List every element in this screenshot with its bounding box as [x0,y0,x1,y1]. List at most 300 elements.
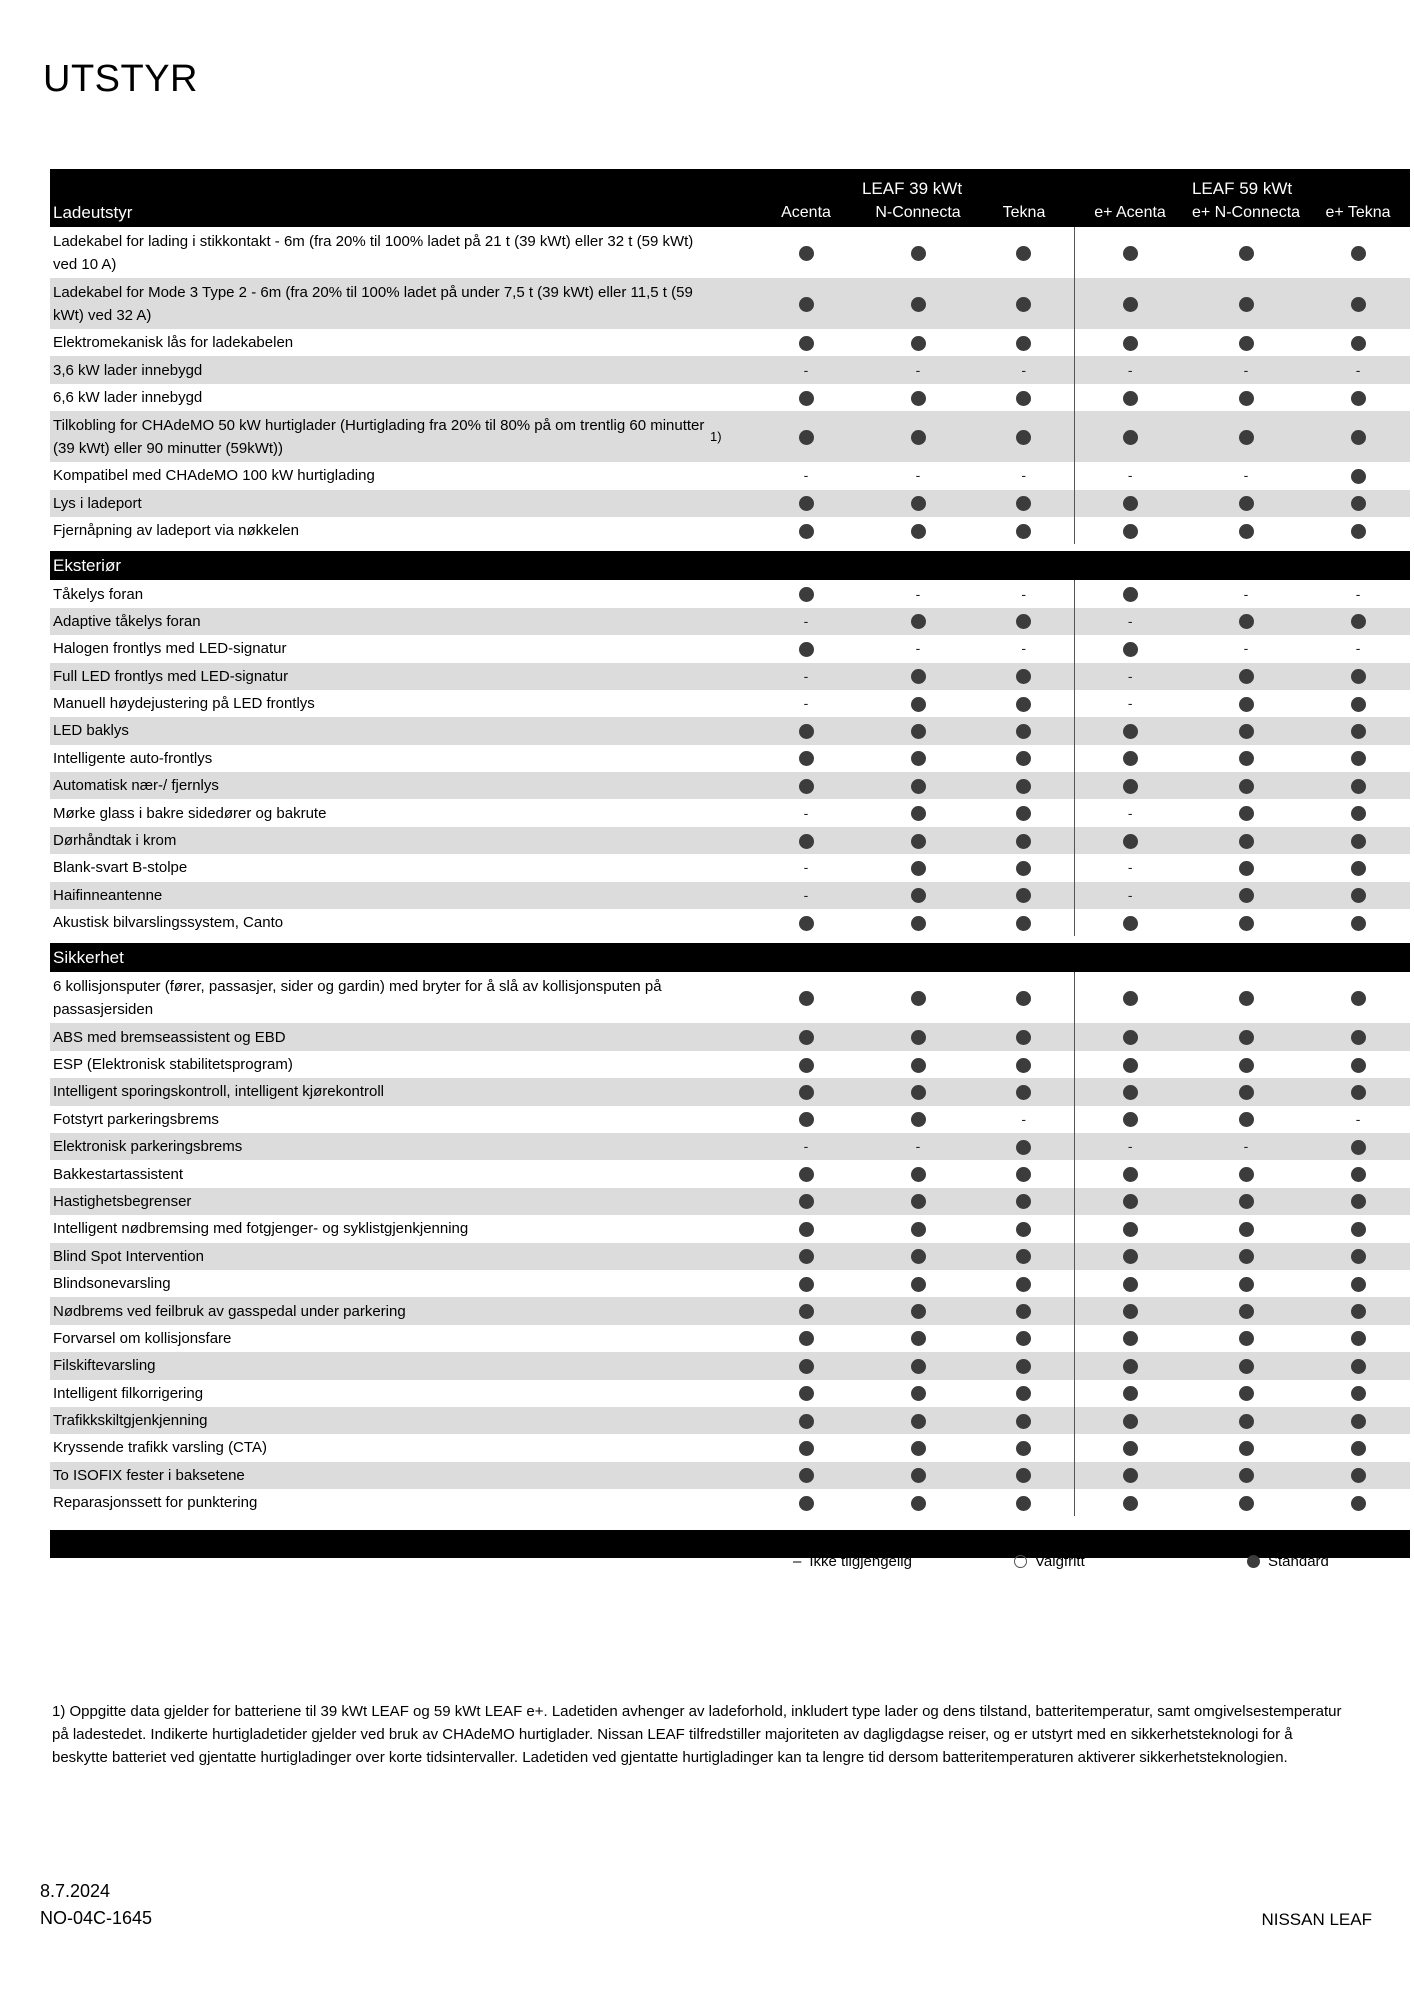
standard-dot-icon [1239,614,1254,629]
availability-cell [974,1051,1074,1078]
availability-cell [1306,329,1410,356]
table-row [50,608,1410,635]
group-header-row [50,169,1410,199]
feature-label: Intelligente auto-frontlys [53,749,213,767]
availability-cell [862,1133,974,1160]
availability-cell [974,854,1074,881]
standard-dot-icon [799,1085,814,1100]
availability-cell [1074,580,1186,607]
availability-cell [862,278,974,329]
footnote-ref [710,745,750,772]
availability-cell [750,278,862,329]
footnote-ref [710,772,750,799]
availability-cell [1306,690,1410,717]
standard-dot-icon [1351,496,1366,511]
legend [0,1553,1414,1573]
standard-dot-icon [1016,1222,1031,1237]
standard-dot-icon [799,246,814,261]
table-row [50,1489,1410,1516]
availability-cell [974,278,1074,329]
standard-dot-icon [911,1249,926,1264]
standard-dot-icon [1016,496,1031,511]
availability-cell [1186,882,1306,909]
table-row [50,690,1410,717]
availability-cell [1074,1407,1186,1434]
standard-dot-icon [1016,724,1031,739]
availability-cell [1074,1243,1186,1270]
feature-label: To ISOFIX fester i baksetene [50,1462,710,1489]
standard-dot-icon [1351,524,1366,539]
table-row [50,1270,1410,1297]
availability-cell [750,384,862,411]
availability-cell [1186,1133,1306,1160]
not-available-mark: - [1127,612,1133,629]
standard-dot-icon [1123,1030,1138,1045]
standard-dot-icon [911,1414,926,1429]
availability-cell [862,517,974,544]
availability-cell [1074,411,1186,462]
availability-cell [1074,1462,1186,1489]
availability-cell [750,608,862,635]
footnote-ref [710,356,750,383]
open-circle-icon [1014,1555,1027,1568]
standard-dot-icon [1351,469,1366,484]
standard-dot-icon [1123,1085,1138,1100]
standard-dot-icon [1016,297,1031,312]
standard-dot-icon [911,697,926,712]
availability-cell [974,356,1074,383]
availability-cell [1074,799,1186,826]
footnote-ref [710,1078,750,1105]
availability-cell [974,1297,1074,1324]
availability-cell [862,462,974,489]
feature-label: Kompatibel med CHAdeMO 100 kW hurtiglading [53,467,375,485]
feature-label: Lys i ladeport [50,490,710,517]
standard-dot-icon [799,779,814,794]
standard-dot-icon [799,1194,814,1209]
availability-cell [1074,635,1186,662]
standard-dot-icon [799,1331,814,1346]
standard-dot-icon [1239,336,1254,351]
standard-dot-icon [799,1112,814,1127]
standard-dot-icon [1239,669,1254,684]
availability-cell [1186,411,1306,462]
availability-cell [974,772,1074,799]
standard-dot-icon [1123,724,1138,739]
availability-cell [1186,1489,1306,1516]
not-available-mark: - [803,1138,809,1155]
feature-label: Adaptive tåkelys foran [50,608,710,635]
not-available-mark: - [1243,467,1249,484]
availability-cell [974,1106,1074,1133]
availability-cell [1074,1023,1186,1050]
feature-label: Kryssende trafikk varsling (CTA) [53,1439,267,1457]
availability-cell [974,608,1074,635]
availability-cell [862,1325,974,1352]
availability-cell [1186,1380,1306,1407]
not-available-mark: - [1127,361,1133,378]
standard-dot-icon [1351,1331,1366,1346]
standard-dot-icon [911,669,926,684]
standard-dot-icon [1016,430,1031,445]
standard-dot-icon [1016,751,1031,766]
not-available-mark: - [1355,585,1361,602]
availability-cell [1306,1023,1410,1050]
standard-dot-icon [799,587,814,602]
standard-dot-icon [1016,916,1031,931]
standard-dot-icon [1123,1441,1138,1456]
availability-cell [1186,608,1306,635]
availability-cell [974,411,1074,462]
not-available-mark: - [1127,467,1133,484]
availability-cell [974,1215,1074,1242]
footnote-ref [710,799,750,826]
availability-cell [974,462,1074,489]
standard-dot-icon [1351,1085,1366,1100]
availability-cell [974,1462,1074,1489]
availability-cell [1306,384,1410,411]
footnote-ref [710,1325,750,1352]
trim-e-tekna: e+ Tekna [1306,199,1410,227]
standard-dot-icon [1351,246,1366,261]
equipment-table [50,169,1410,1558]
availability-cell [862,1051,974,1078]
standard-dot-icon [1123,916,1138,931]
feature-label: Forvarsel om kollisjonsfare [53,1329,232,1347]
availability-cell [750,462,862,489]
footnote-ref [710,854,750,881]
availability-cell [1074,278,1186,329]
not-available-mark: - [1127,1138,1133,1155]
standard-dot-icon [799,751,814,766]
footnote-ref [710,1270,750,1297]
standard-dot-icon [911,496,926,511]
standard-dot-icon [1123,1414,1138,1429]
availability-cell [974,799,1074,826]
footnote-ref [710,1352,750,1379]
availability-cell [1186,909,1306,936]
not-available-mark: - [803,695,809,712]
footnote-ref [710,1133,750,1160]
standard-dot-icon [1016,1140,1031,1155]
table-row [50,1407,1410,1434]
legend-not-available-label: Ikke tilgjengelig [809,1553,912,1570]
availability-cell [1186,690,1306,717]
standard-dot-icon [911,1085,926,1100]
standard-dot-icon [1016,1085,1031,1100]
feature-label: Blank-svart B-stolpe [53,859,188,877]
availability-cell [1306,1160,1410,1187]
availability-cell [1306,635,1410,662]
standard-dot-icon [799,524,814,539]
feature-label: Full LED frontlys med LED-signatur [50,663,710,690]
availability-cell [1074,882,1186,909]
availability-cell [1306,608,1410,635]
availability-cell [862,1188,974,1215]
table-row [50,278,1410,329]
availability-cell [862,690,974,717]
feature-label: Blind Spot Intervention [50,1243,710,1270]
legend-optional [1014,1553,1085,1570]
availability-cell [1186,1188,1306,1215]
standard-dot-icon [911,779,926,794]
availability-cell [1074,384,1186,411]
not-available-mark: - [1127,804,1133,821]
trim-tekna: Tekna [974,199,1074,227]
legend-not-available [793,1553,912,1570]
not-available-mark: - [915,467,921,484]
availability-cell [862,1462,974,1489]
standard-dot-icon [1239,1441,1254,1456]
availability-cell [862,329,974,356]
availability-cell [750,1243,862,1270]
standard-dot-icon [1351,1222,1366,1237]
footnote-ref [710,1188,750,1215]
feature-label: Intelligent sporingskontroll, intelligent kjørekontroll [50,1078,710,1105]
availability-cell [1186,827,1306,854]
availability-cell [750,635,862,662]
availability-cell [750,517,862,544]
standard-dot-icon [1016,246,1031,261]
availability-cell [1074,517,1186,544]
standard-dot-icon [1239,861,1254,876]
standard-dot-icon [1351,888,1366,903]
standard-dot-icon [911,1277,926,1292]
standard-dot-icon [911,806,926,821]
feature-label: Bakkestartassistent [53,1165,184,1183]
availability-cell [1186,1297,1306,1324]
not-available-mark: - [1243,640,1249,657]
standard-dot-icon [1123,751,1138,766]
feature-label: Dørhåndtak i krom [50,827,710,854]
standard-dot-icon [1351,614,1366,629]
feature-label: Manuell høydejustering på LED frontlys [53,695,315,713]
not-available-mark: - [915,1138,921,1155]
availability-cell [1074,1051,1186,1078]
table-row [50,635,1410,662]
standard-dot-icon [911,1112,926,1127]
table-row [50,1434,1410,1461]
availability-cell [1306,1078,1410,1105]
footnote-ref [710,608,750,635]
availability-cell [1074,972,1186,1023]
availability-cell [862,1352,974,1379]
standard-dot-icon [1016,779,1031,794]
availability-cell [1186,1051,1306,1078]
footnote-ref [710,580,750,607]
availability-cell [974,1434,1074,1461]
section-header-row [50,943,1410,972]
legend-optional-label: Valgfritt [1035,1553,1085,1570]
availability-cell [1074,329,1186,356]
availability-cell [862,827,974,854]
feature-label: Fotstyrt parkeringsbrems [53,1110,219,1128]
not-available-mark: - [1021,361,1027,378]
availability-cell [1074,1215,1186,1242]
standard-dot-icon [1239,430,1254,445]
availability-cell [862,1243,974,1270]
footnote-ref [710,909,750,936]
not-available-mark: - [1355,361,1361,378]
availability-cell [974,1270,1074,1297]
standard-dot-icon [1123,1277,1138,1292]
table-row [50,882,1410,909]
availability-cell [750,827,862,854]
availability-cell [1186,356,1306,383]
footnote-ref [710,1380,750,1407]
standard-dot-icon [799,430,814,445]
availability-cell [862,663,974,690]
table-row [50,580,1410,607]
availability-cell [1074,356,1186,383]
table-row [50,1133,1410,1160]
footnote-ref [710,1106,750,1133]
availability-cell [1306,1325,1410,1352]
availability-cell [1074,909,1186,936]
table-row [50,1352,1410,1379]
footnote-ref [710,972,750,1023]
availability-cell [1074,854,1186,881]
availability-cell [862,1160,974,1187]
availability-cell [1306,1188,1410,1215]
standard-dot-icon [911,1441,926,1456]
availability-cell [974,1407,1074,1434]
availability-cell [862,717,974,744]
availability-cell [1186,799,1306,826]
availability-cell [974,1133,1074,1160]
feature-label: Trafikkskiltgjenkjenning [50,1407,710,1434]
feature-label: Akustisk bilvarslingssystem, Canto [53,914,284,932]
not-available-mark: - [1127,859,1133,876]
availability-cell [750,1352,862,1379]
standard-dot-icon [799,1359,814,1374]
standard-dot-icon [911,614,926,629]
not-available-mark: - [1127,886,1133,903]
footnote-ref [710,1215,750,1242]
standard-dot-icon [911,861,926,876]
availability-cell [1306,1133,1410,1160]
footnote-ref [710,490,750,517]
standard-dot-icon [1239,1112,1254,1127]
availability-cell [1306,1243,1410,1270]
availability-cell [974,517,1074,544]
standard-dot-icon [1239,524,1254,539]
availability-cell [1186,1160,1306,1187]
standard-dot-icon [1351,1030,1366,1045]
table-row [50,411,1410,462]
availability-cell [1306,1380,1410,1407]
footnote-ref [710,1160,750,1187]
footer-doc-id: NO-04C-1645 [40,1908,153,1928]
standard-dot-icon [1351,751,1366,766]
feature-label: Intelligent filkorrigering [53,1384,204,1402]
standard-dot-icon [799,1277,814,1292]
standard-dot-icon [1123,297,1138,312]
availability-cell [1186,1215,1306,1242]
footnote-ref [710,329,750,356]
standard-dot-icon [1016,336,1031,351]
footnote-ref [710,635,750,662]
availability-cell [974,1243,1074,1270]
standard-dot-icon [1123,1468,1138,1483]
standard-dot-icon [1016,1441,1031,1456]
standard-dot-icon [799,1304,814,1319]
footnote-ref [710,1023,750,1050]
footer-date: 8.7.2024 [40,1881,111,1901]
standard-dot-icon [1123,1386,1138,1401]
standard-dot-icon [1239,496,1254,511]
standard-dot-icon [1239,991,1254,1006]
availability-cell [750,490,862,517]
availability-cell [862,411,974,462]
section-title-ladeutstyr: Ladeutstyr [50,199,750,227]
availability-cell [862,1434,974,1461]
table-row [50,1380,1410,1407]
standard-dot-icon [1351,991,1366,1006]
availability-cell [750,1106,862,1133]
standard-dot-icon [799,916,814,931]
availability-cell [862,384,974,411]
availability-cell [974,690,1074,717]
availability-cell [1306,909,1410,936]
standard-dot-icon [1351,1414,1366,1429]
availability-cell [974,663,1074,690]
availability-cell [862,490,974,517]
availability-cell [862,1106,974,1133]
feature-label: Fjernåpning av ladeport via nøkkelen [53,522,299,540]
feature-label: Intelligent nødbremsing med fotgjenger- og syklistgjenkjenning [53,1220,469,1238]
not-available-mark: - [1243,361,1249,378]
availability-cell [1074,1106,1186,1133]
standard-dot-icon [1123,1496,1138,1511]
standard-dot-icon [1351,297,1366,312]
standard-dot-icon [1351,724,1366,739]
table-row [50,517,1410,544]
standard-dot-icon [1351,1167,1366,1182]
standard-dot-icon [1123,1167,1138,1182]
availability-cell [750,1160,862,1187]
availability-cell [974,1380,1074,1407]
legend-standard [1247,1553,1329,1570]
availability-cell [1186,1078,1306,1105]
availability-cell [974,227,1074,278]
standard-dot-icon [1016,1304,1031,1319]
availability-cell [750,329,862,356]
table-row [50,462,1410,489]
standard-dot-icon [1239,1468,1254,1483]
availability-cell [1306,1215,1410,1242]
availability-cell [1306,356,1410,383]
availability-cell [1186,1352,1306,1379]
standard-dot-icon [911,724,926,739]
footnote-ref [710,1434,750,1461]
availability-cell [1186,1106,1306,1133]
table-row [50,329,1410,356]
footnote-ref [710,690,750,717]
trim-n-connecta: N-Connecta [862,199,974,227]
feature-label: ESP (Elektronisk stabilitetsprogram) [53,1056,293,1073]
standard-dot-icon [1016,1167,1031,1182]
availability-cell [750,854,862,881]
availability-cell [1074,1380,1186,1407]
standard-dot-icon [1351,1441,1366,1456]
availability-cell [1306,1489,1410,1516]
standard-dot-icon [1239,1386,1254,1401]
standard-dot-icon [1123,834,1138,849]
table-row [50,717,1410,744]
availability-cell [750,227,862,278]
standard-dot-icon [1351,1194,1366,1209]
